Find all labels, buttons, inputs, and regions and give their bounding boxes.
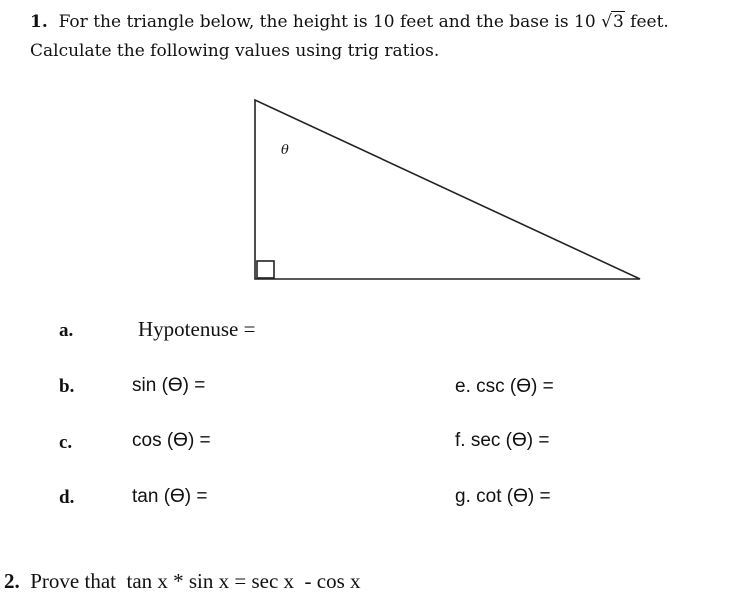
item-e-csc: e. csc (ϴ) = <box>455 376 554 397</box>
item-b-letter: b. <box>59 376 75 397</box>
right-angle-marker <box>257 261 274 278</box>
item-c-cos: cos (ϴ) = <box>132 430 211 451</box>
sqrt-expression <box>601 11 625 33</box>
item-a-letter: a. <box>59 320 74 341</box>
sqrt-symbol: √ <box>601 12 612 32</box>
item-g-cot: g. cot (ϴ) = <box>455 486 551 507</box>
question-1-text-end: feet. <box>624 12 669 32</box>
sqrt-radicand: 3 <box>612 12 624 32</box>
question-2-text: Prove that tan x * sin x = sec x - cos x <box>30 569 361 593</box>
question-1-line-2: Calculate the following values using trig ratios. <box>30 41 440 61</box>
item-d-letter: d. <box>59 487 75 508</box>
question-2-number: 2. <box>4 569 20 593</box>
question-1-line-1 <box>30 11 669 33</box>
question-2 <box>4 569 361 594</box>
item-b-sin: sin (ϴ) = <box>132 375 206 396</box>
item-c-letter: c. <box>59 432 73 453</box>
question-1-number: 1. <box>30 12 48 32</box>
item-d-tan: tan (ϴ) = <box>132 486 208 507</box>
item-a-hypotenuse: Hypotenuse = <box>138 317 256 341</box>
question-1-text: For the triangle below, the height is 10 feet and the base is 10 <box>58 12 602 32</box>
angle-theta-label: θ <box>281 143 289 158</box>
item-f-sec: f. sec (ϴ) = <box>455 430 550 451</box>
triangle-outline <box>255 100 640 279</box>
